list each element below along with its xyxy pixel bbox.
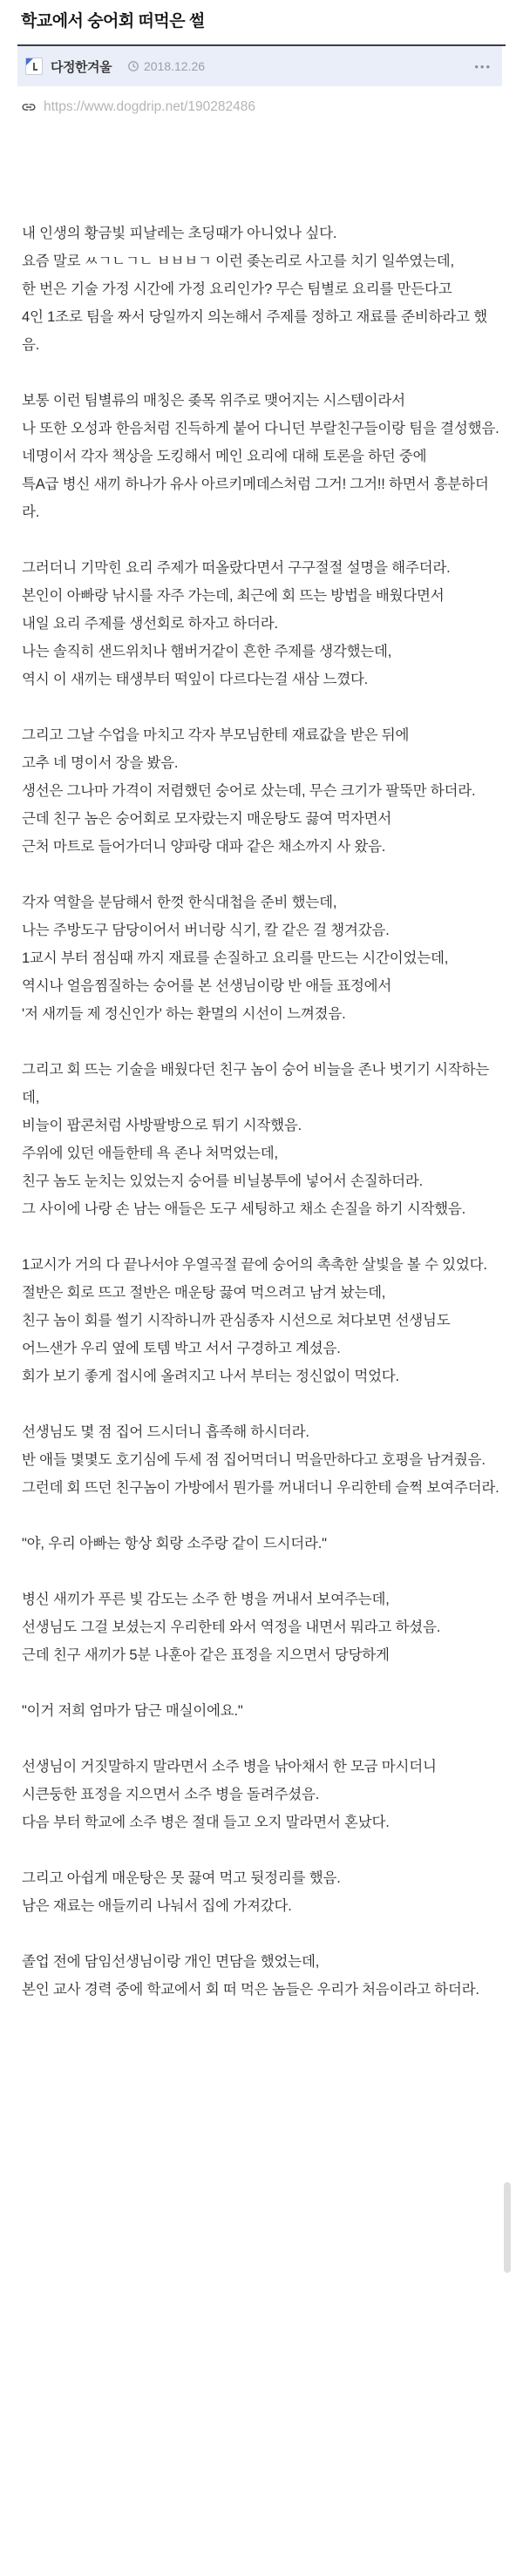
post-paragraph (22, 554, 504, 693)
post-paragraph (22, 721, 504, 861)
post-line: 시큰둥한 표정을 지으면서 소주 병을 돌려주셨음. (22, 1787, 320, 1802)
post-line: 나는 솔직히 샌드위치나 햄버거같이 흔한 주제를 생각했는데, (22, 644, 392, 659)
post-paragraph (22, 220, 504, 359)
post-line: "이거 저희 엄마가 담근 매실이에요." (22, 1703, 243, 1719)
post-line: 한 번은 기술 가정 시간에 가정 요리인가? 무슨 팀별로 요리를 만든다고 (22, 281, 452, 297)
post-line: 본인 교사 경력 중에 학교에서 회 떠 먹은 놈들은 우리가 처음이라고 하더라. (22, 1982, 479, 1998)
source-url-link[interactable]: https://www.dogdrip.net/190282486 (44, 99, 256, 114)
post-line: 절반은 회로 뜨고 절반은 매운탕 끓여 먹으려고 남겨 놨는데, (22, 1285, 386, 1301)
post-body (0, 115, 523, 2004)
post-meta-bar (17, 46, 502, 86)
post-line: 역시나 얼음찜질하는 숭어를 본 선생님이랑 반 애들 표정에서 (22, 978, 392, 994)
post-line: 친구 놈도 눈치는 있었는지 숭어를 비닐봉투에 넣어서 손질하더라. (22, 1173, 424, 1189)
post-line: 네명이서 각자 책상을 도킹해서 메인 요리에 대해 토론을 하던 중에 (22, 449, 427, 464)
post-line: 선생님도 그걸 보셨는지 우리한테 와서 역정을 내면서 뭐라고 하셨음. (22, 1619, 441, 1635)
post-date-group (127, 59, 205, 73)
post-paragraph (22, 1418, 504, 1502)
post-line: 친구 놈이 회를 썰기 시작하니까 관심종자 시선으로 쳐다보면 선생님도 (22, 1313, 451, 1329)
post-line: 근처 마트로 들어가더니 양파랑 대파 같은 채소까지 사 왔음. (22, 839, 386, 855)
post-line: 회가 보기 좋게 접시에 올려지고 나서 부터는 정신없이 먹었다. (22, 1369, 399, 1384)
post-line: 각자 역할을 분담해서 한껏 한식대첩을 준비 했는데, (22, 895, 337, 910)
post-paragraph (22, 1948, 504, 2004)
author-avatar[interactable] (25, 57, 43, 75)
post-line: 근데 친구 놈은 숭어회로 모자랐는지 매운탕도 끓여 먹자면서 (22, 811, 392, 827)
post-date: 2018.12.26 (143, 59, 206, 73)
post-paragraph (22, 889, 504, 1028)
post-line: 내일 요리 주제를 생선회로 하자고 하더라. (22, 616, 278, 632)
post-line: 본인이 아빠랑 낚시를 자주 가는데, 최근에 회 뜨는 방법을 배웠다면서 (22, 588, 445, 604)
post-line: 고추 네 명이서 장을 봤음. (22, 755, 179, 771)
post-line: 그런데 회 뜨던 친구놈이 가방에서 뭔가를 꺼내더니 우리한테 슬쩍 보여주더라. (22, 1480, 499, 1496)
post-line: 4인 1조로 팀을 짜서 당일까지 의논해서 주제를 정하고 재료를 준비하라고 했음. (22, 309, 487, 353)
page-title: 학교에서 숭어회 떠먹은 썰 (21, 12, 205, 30)
post-line: 근데 친구 새끼가 5분 나훈아 같은 표정을 지으면서 당당하게 (22, 1647, 390, 1663)
post-line: 그러더니 기막힌 요리 주제가 떠올랐다면서 구구절절 설명을 해주더라. (22, 560, 451, 576)
post-paragraph (22, 1753, 504, 1836)
post-line: 주위에 있던 애들한테 욕 존나 처먹었는데, (22, 1146, 278, 1161)
post-paragraph (22, 1056, 504, 1223)
post-line: 그리고 그날 수업을 마치고 각자 부모님한테 재료값을 받은 뒤에 (22, 727, 410, 743)
post-paragraph (22, 1585, 504, 1669)
post-line: 1교시 부터 점심때 까지 재료를 손질하고 요리를 만드는 시간이었는데, (22, 950, 449, 966)
post-paragraph (22, 387, 504, 526)
post-line: 내 인생의 황금빛 피날레는 초딩때가 아니었나 싶다. (22, 226, 337, 241)
post-line: 특A급 병신 새끼 하나가 유사 아르키메데스처럼 그거! 그거!! 하면서 흥분하더라. (22, 477, 489, 520)
post-line: 선생님이 거짓말하지 말라면서 소주 병을 낚아채서 한 모금 마시더니 (22, 1759, 437, 1775)
post-line: 요즘 말로 ㅆㄱㄴㄱㄴ ㅂㅂㅂㄱ 이런 좆논리로 사고를 치기 일쑤였는데, (22, 254, 454, 269)
post-line: 다음 부터 학교에 소주 병은 절대 들고 오지 말라면서 혼났다. (22, 1815, 390, 1830)
post-line: 나 또한 오성과 한음처럼 진득하게 붙어 다니던 부랄친구들이랑 팀을 결성했음. (22, 421, 499, 436)
author-name[interactable]: 다정한겨울 (51, 59, 112, 75)
post-line: 생선은 그나마 가격이 저렴했던 숭어로 샀는데, 무슨 크기가 팔뚝만 하더라. (22, 783, 476, 799)
post-line: 나는 주방도구 담당이어서 버너랑 식기, 칼 같은 걸 챙겨갔음. (22, 923, 390, 938)
post-paragraph (22, 1251, 504, 1390)
post-line: 그리고 아쉽게 매운탕은 못 끓여 먹고 뒷정리를 했음. (22, 1870, 341, 1886)
post-line: 남은 재료는 애들끼리 나눠서 집에 가져갔다. (22, 1898, 292, 1914)
clock-icon (127, 60, 139, 72)
post-line: 비늘이 팝콘처럼 사방팔방으로 튀기 시작했음. (22, 1118, 302, 1133)
source-url-row (21, 99, 502, 115)
post-line: 졸업 전에 담임선생님이랑 개인 면담을 했었는데, (22, 1954, 320, 1970)
post-line: 보통 이런 팀별류의 매칭은 좆목 위주로 맺어지는 시스템이라서 (22, 393, 405, 409)
post-line: 병신 새끼가 푸른 빛 감도는 소주 한 병을 꺼내서 보여주는데, (22, 1592, 390, 1607)
post-paragraph (22, 1697, 504, 1725)
post-line: 어느샌가 우리 옆에 토템 박고 서서 구경하고 계셨음. (22, 1341, 341, 1356)
more-options-button[interactable]: ••• (474, 59, 492, 73)
post-line: '저 새끼들 제 정신인가' 하는 환멸의 시선이 느껴졌음. (22, 1006, 346, 1022)
scrollbar-thumb[interactable] (504, 2182, 511, 2273)
post-paragraph (22, 1530, 504, 1558)
post-paragraph (22, 1864, 504, 1920)
post-line: 그 사이에 나랑 손 남는 애들은 도구 세팅하고 채소 손질을 하기 시작했음. (22, 1201, 466, 1217)
link-icon (21, 99, 37, 115)
post-line: 그리고 회 뜨는 기술을 배웠다던 친구 놈이 숭어 비늘을 존나 벗기기 시작하는데, (22, 1062, 490, 1105)
post-line: 1교시가 거의 다 끝나서야 우열곡절 끝에 숭어의 촉촉한 살빛을 볼 수 있었다. (22, 1257, 487, 1273)
post-line: 반 애들 몇몇도 호기심에 두세 점 집어먹더니 먹을만하다고 호평을 남겨줬음. (22, 1452, 486, 1468)
post-line: 역시 이 새끼는 태생부터 떡잎이 다르다는걸 새삼 느꼈다. (22, 672, 369, 687)
post-line: "야, 우리 아빠는 항상 회랑 소주랑 같이 드시더라." (22, 1536, 327, 1552)
post-line: 선생님도 몇 점 집어 드시더니 흡족해 하시더라. (22, 1424, 309, 1440)
